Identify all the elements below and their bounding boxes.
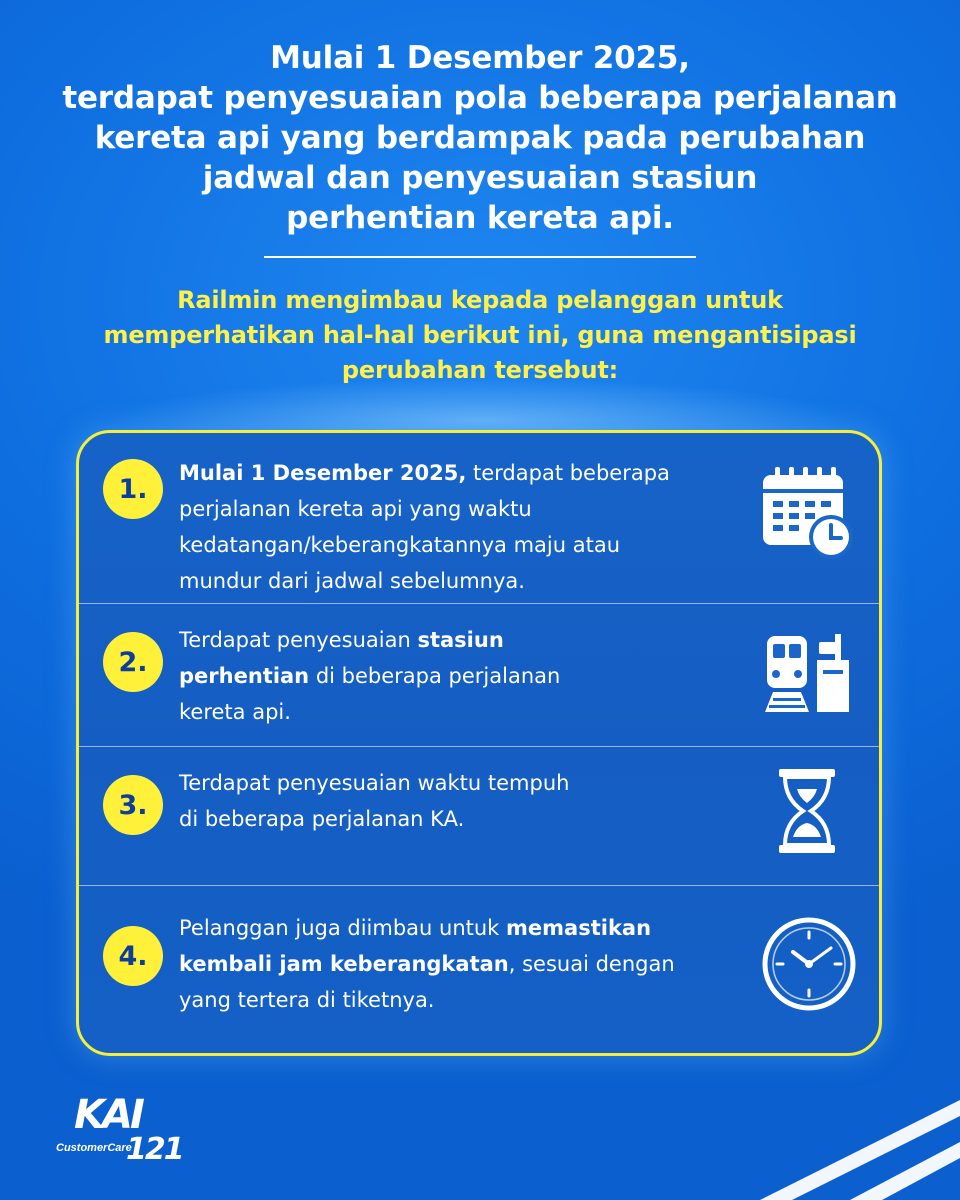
logo-sub-text: CustomerCare [56, 1142, 132, 1154]
item-plain-text: di beberapa perjalanan [309, 664, 561, 688]
info-item-1 [79, 433, 879, 603]
train-station-icon [763, 630, 853, 716]
divider [264, 256, 696, 258]
headline-line: jadwal dan penyesuaian stasiun [202, 160, 758, 196]
appeal-line: perubahan tersebut: [341, 356, 619, 384]
item-text [179, 622, 739, 730]
info-item-3 [79, 747, 879, 885]
info-item-4 [79, 886, 879, 1056]
headline [40, 38, 920, 238]
item-line [179, 982, 739, 1018]
item-plain-text: kereta api. [179, 700, 291, 724]
item-plain-text: Pelanggan juga diimbau untuk [179, 916, 507, 940]
item-line [179, 622, 739, 658]
item-number-badge: 3. [103, 775, 163, 835]
item-text [179, 455, 739, 599]
info-item-2 [79, 604, 879, 746]
item-plain-text: , sesuai dengan [508, 952, 675, 976]
item-line [179, 491, 739, 527]
item-line [179, 455, 739, 491]
item-number-badge: 1. [103, 459, 163, 519]
headline-line: kereta api yang berdampak pada perubahan [94, 120, 866, 156]
item-bold-text: stasiun [417, 628, 504, 652]
headline-line: terdapat penyesuaian pola beberapa perjalanan [62, 80, 898, 116]
kai-customercare-logo [52, 1092, 192, 1172]
item-bold-text: memastikan [506, 916, 652, 940]
item-line [179, 801, 739, 837]
hourglass-icon [775, 767, 839, 855]
item-bold-text: Mulai 1 Desember 2025, [179, 461, 467, 485]
item-line [179, 563, 739, 599]
item-bold-text: perhentian [179, 664, 310, 688]
item-plain-text: Terdapat penyesuaian [179, 628, 418, 652]
info-card [76, 430, 882, 1056]
item-plain-text: terdapat beberapa [466, 461, 670, 485]
decorative-stripes [700, 1080, 960, 1200]
logo-main-text: KAI [74, 1092, 142, 1138]
item-plain-text: kedatangan/keberangkatannya maju atau [179, 533, 621, 557]
headline-line: perhentian kereta api. [286, 200, 674, 236]
logo-number: 121 [126, 1132, 183, 1167]
clock-icon [761, 916, 857, 1012]
item-text [179, 765, 739, 837]
item-line [179, 946, 739, 982]
item-number-badge: 2. [103, 632, 163, 692]
item-plain-text: Terdapat penyesuaian waktu tempuh [179, 771, 570, 795]
calendar-clock-icon [755, 463, 859, 563]
item-line [179, 910, 739, 946]
item-plain-text: yang tertera di tiketnya. [179, 988, 435, 1012]
appeal-text [40, 283, 920, 388]
item-bold-text: kembali jam keberangkatan [179, 952, 509, 976]
item-text [179, 910, 739, 1018]
item-line [179, 658, 739, 694]
appeal-line: memperhatikan hal-hal berikut ini, guna mengantisipasi [103, 321, 857, 349]
appeal-line: Railmin mengimbau kepada pelanggan untuk [177, 286, 783, 314]
item-number-badge: 4. [103, 926, 163, 986]
item-line [179, 765, 739, 801]
item-line [179, 694, 739, 730]
item-plain-text: mundur dari jadwal sebelumnya. [179, 569, 525, 593]
item-plain-text: perjalanan kereta api yang waktu [179, 497, 532, 521]
item-plain-text: di beberapa perjalanan KA. [179, 807, 465, 831]
item-line [179, 527, 739, 563]
headline-line: Mulai 1 Desember 2025, [270, 40, 690, 76]
